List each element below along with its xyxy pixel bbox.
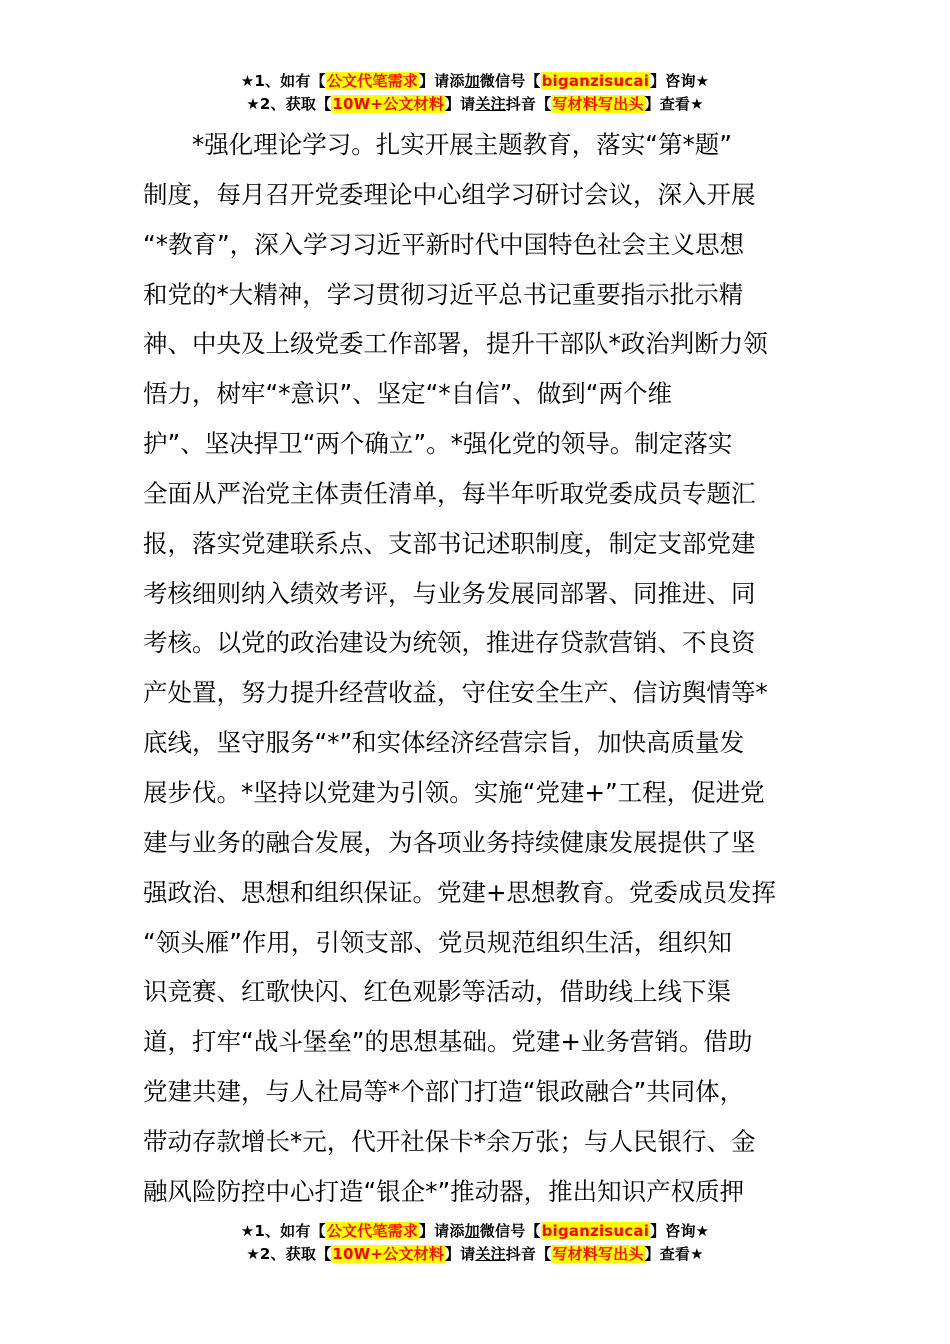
banner-text: 】咨询★ xyxy=(650,72,710,90)
banner-text: 抖音【 xyxy=(505,1245,552,1263)
header-ad-banner xyxy=(0,70,950,116)
banner-text: 】请 xyxy=(444,1245,476,1263)
body-line: 强政治、思想和组织保证。党建+思想教育。党委成员发挥 xyxy=(143,877,777,907)
banner-line-2 xyxy=(0,1243,950,1266)
body-line: 考核细则纳入绩效考评，与业务发展同部署、同推进、同 xyxy=(143,578,756,608)
banner-text: 】查看★ xyxy=(644,95,704,113)
body-line: 识竞赛、红歌快闪、红色观影等活动，借助线上线下渠 xyxy=(143,977,731,1007)
banner-text: ★2、获取【 xyxy=(246,1245,332,1263)
banner-douyin-account: 写材料写出头 xyxy=(552,95,644,113)
banner-underlined-text: 加 xyxy=(464,72,480,90)
banner-wechat-id: biganzisucai xyxy=(541,72,650,90)
banner-text: 】咨询★ xyxy=(650,1222,710,1240)
body-line: 报，落实党建联系点、支部书记述职制度，制定支部党建 xyxy=(143,528,756,558)
body-line: 建与业务的融合发展，为各项业务持续健康发展提供了坚 xyxy=(143,827,756,857)
footer-ad-banner xyxy=(0,1220,950,1266)
banner-text: 】请 xyxy=(444,95,476,113)
banner-line-2 xyxy=(0,93,950,116)
banner-highlight: 10W+公文材料 xyxy=(332,1245,444,1263)
banner-underlined-text: 关注 xyxy=(475,95,506,113)
banner-wechat-id: biganzisucai xyxy=(541,1222,650,1240)
body-line: 悟力，树牢“*意识”、坚定“*自信”、做到“两个维 xyxy=(143,379,672,409)
banner-underlined-text: 加 xyxy=(464,1222,480,1240)
banner-text: 微信号【 xyxy=(479,1222,541,1240)
body-line: 全面从严治党主体责任清单，每半年听取党委成员专题汇 xyxy=(143,478,756,508)
body-line: 神、中央及上级党委工作部署，提升干部队*政治判断力领 xyxy=(143,329,768,359)
body-line: *强化理论学习。扎实开展主题教育，落实“第*题” xyxy=(192,130,732,159)
body-line: “*教育”，深入学习习近平新时代中国特色社会主义思想 xyxy=(143,229,745,259)
body-line: 党建共建，与人社局等*个部门打造“银政融合”共同体， xyxy=(143,1077,745,1107)
banner-text: 】查看★ xyxy=(644,1245,704,1263)
banner-highlight: 公文代笔需求 xyxy=(326,72,418,90)
body-line: 护”、坚决捍卫“两个确立”。*强化党的领导。制定落实 xyxy=(143,429,733,459)
body-line: 产处置，努力提升经营收益，守住安全生产、信访舆情等* xyxy=(143,678,768,708)
banner-highlight: 公文代笔需求 xyxy=(326,1222,418,1240)
body-line: 底线，坚守服务“*”和实体经济经营宗旨，加快高质量发 xyxy=(143,728,745,758)
body-line: 和党的*大精神，学习贯彻习近平总书记重要指示批示精 xyxy=(143,279,744,309)
body-line: 带动存款增长*元，代开社保卡*余万张；与人民银行、金 xyxy=(143,1126,756,1156)
body-line: 融风险防控中心打造“银企*”推动器，推出知识产权质押 xyxy=(143,1176,745,1206)
banner-text: 抖音【 xyxy=(505,95,552,113)
banner-text: ★1、如有【 xyxy=(240,1222,326,1240)
banner-text: 微信号【 xyxy=(479,72,541,90)
banner-text: ★1、如有【 xyxy=(240,72,326,90)
body-paragraph xyxy=(143,120,807,1217)
banner-text: 】请添 xyxy=(418,72,465,90)
banner-text: ★2、获取【 xyxy=(246,95,332,113)
banner-line-1 xyxy=(0,70,950,93)
banner-text: 】请添 xyxy=(418,1222,465,1240)
body-line: 道，打牢“战斗堡垒”的思想基础。党建+业务营销。借助 xyxy=(143,1027,753,1057)
body-line: 制度，每月召开党委理论中心组学习研讨会议，深入开展 xyxy=(143,179,756,209)
body-line: 展步伐。*坚持以党建为引领。实施“党建+”工程，促进党 xyxy=(143,777,765,807)
banner-highlight: 10W+公文材料 xyxy=(332,95,444,113)
body-line: 考核。以党的政治建设为统领，推进存贷款营销、不良资 xyxy=(143,628,756,658)
banner-line-1 xyxy=(0,1220,950,1243)
banner-douyin-account: 写材料写出头 xyxy=(552,1245,644,1263)
body-line: “领头雁”作用，引领支部、党员规范组织生活，组织知 xyxy=(143,927,732,957)
banner-underlined-text: 关注 xyxy=(475,1245,506,1263)
